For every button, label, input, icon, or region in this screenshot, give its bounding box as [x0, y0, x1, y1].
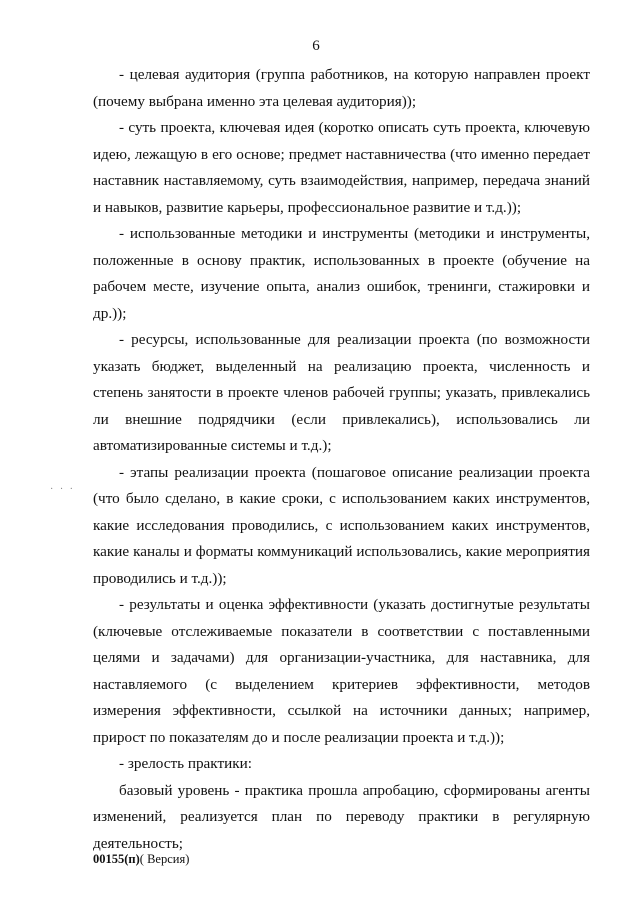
footer-doc-number: 00155(п): [93, 852, 140, 866]
paragraph-basic-level: базовый уровень - практика прошла апробацию, сформированы агенты изменений, реализуется план по переводу практики в регулярную деятельность;: [93, 781, 590, 852]
paragraph-resources: - ресурсы, использованные для реализации проекта (по возможности указать бюджет, выделенный на реализацию проекта, численность и степень занятости в проекте членов рабочей группы; указать, привлекались ли внешние подрядчики (если привлекались), использовались ли автоматизированные системы и т.д.);: [93, 331, 590, 454]
footer-version-label: ( Версия): [139, 852, 190, 866]
page-number: 6: [312, 38, 320, 54]
paragraph-methods-tools: - использованные методики и инструменты (методики и инструменты, положенные в основу практик, использованных в проекте (обучение на рабочем месте, изучение опыта, анализ ошибок, тренинги, стажировки и др.));: [93, 225, 590, 322]
scan-artifact: · · ·: [50, 484, 75, 495]
paragraph-target-audience: - целевая аудитория (группа работников, на которую направлен проект (почему выбрана именно эта целевая аудитория));: [93, 66, 590, 110]
paragraph-maturity-heading: - зрелость практики:: [119, 755, 252, 772]
document-body: [93, 62, 590, 857]
paragraph-results: - результаты и оценка эффективности (указать достигнутые результаты (ключевые отслеживаемые показатели в соответствии с поставленными целями и задачами) для организации-участника, для наставника, для наставляемого (с выделением критериев эффективности, методов измерения эффективности, ссылкой на источники данных; например, прирост по показателям до и после реализации проекта и т.д.));: [93, 596, 590, 746]
page-footer: [93, 852, 189, 867]
paragraph-project-essence: - суть проекта, ключевая идея (коротко описать суть проекта, ключевую идею, лежащую в его основе; предмет наставничества (что именно передает наставник наставляемому, суть взаимодействия, например, передача знаний и навыков, развитие карьеры, профессиональное развитие и т.д.));: [93, 119, 590, 216]
paragraph-stages: - этапы реализации проекта (пошаговое описание реализации проекта (что было сделано, в какие сроки, с использованием каких инструментов, какие исследования проводились, с использованием каких инструментов, какие каналы и форматы коммуникаций использовались, какие мероприятия проводились и т.д.));: [93, 463, 590, 587]
